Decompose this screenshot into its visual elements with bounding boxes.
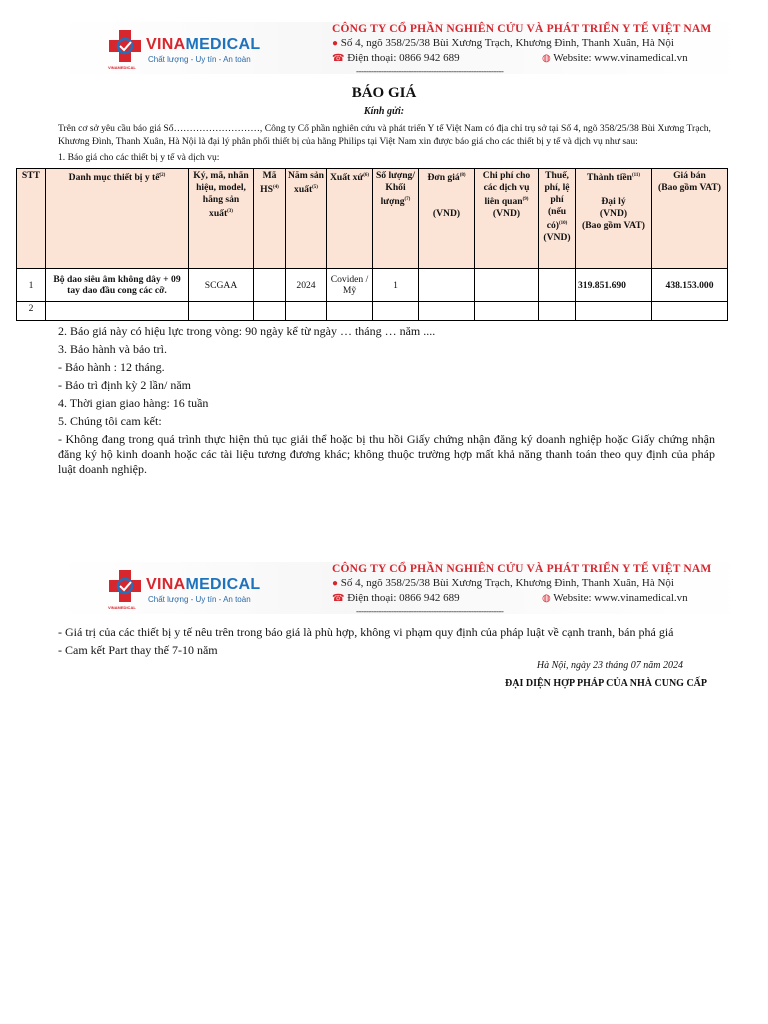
company-website[interactable]: Website: www.vinamedical.vn xyxy=(553,52,688,64)
cell-model: SCGAA xyxy=(189,269,254,302)
cell-year xyxy=(286,302,327,321)
header-tax: Thuế, phí, lệ phí (nếu có)$^{(10)}$ (VND) xyxy=(539,169,576,269)
table-row xyxy=(17,269,728,302)
cell-hs xyxy=(254,302,286,321)
warranty-line: - Bảo hành : 12 tháng. xyxy=(58,360,165,374)
company-address: Số 4, ngõ 358/25/38 Bùi Xương Trạch, Khương Đình, Thanh Xuân, Hà Nội xyxy=(340,37,674,49)
header-divider: ----------------------------------------------------------- xyxy=(356,66,504,76)
cell-unit-price xyxy=(419,302,475,321)
header-model: Ký, mã, nhãn hiệu, model, hãng sản xuất$^{(3)}$ xyxy=(189,169,254,269)
globe-icon: ◍ xyxy=(542,53,551,64)
cell-qty xyxy=(373,302,419,321)
medical-cross-icon xyxy=(108,28,142,64)
commitments-continued xyxy=(58,623,715,659)
header-category: Danh mục thiết bị y tế$^{(2)}$ xyxy=(46,169,189,269)
logo-name: VINAMEDICAL xyxy=(146,36,261,53)
company-info xyxy=(332,563,752,605)
header-year: Năm sản xuất$^{(5)}$ xyxy=(286,169,327,269)
delivery-line: 4. Thời gian giao hàng: 16 tuần xyxy=(58,396,209,410)
logo-tagline: Chất lượng - Uy tín - An toàn xyxy=(148,55,251,64)
cell-service xyxy=(475,302,539,321)
validity-line: 2. Báo giá này có hiệu lực trong vòng: 90 ngày kể từ ngày … tháng … năm .... xyxy=(58,324,436,338)
cell-service xyxy=(475,269,539,302)
cell-category: Bộ dao siêu âm không dây + 09 tay dao đầu cong các cỡ. xyxy=(46,269,189,302)
phone-icon: ☎ xyxy=(332,53,345,64)
map-pin-icon: ● xyxy=(332,578,339,589)
company-logo xyxy=(106,26,266,70)
logo-tagline: Chất lượng - Uy tín - An toàn xyxy=(148,595,251,604)
cell-total xyxy=(576,302,652,321)
company-name: CÔNG TY CỔ PHẦN NGHIÊN CỨU VÀ PHÁT TRIỂN Y TẾ VIỆT NAM xyxy=(332,563,712,575)
commit-paragraph-1: - Không đang trong quá trình thực hiện thủ tục giải thể hoặc bị thu hồi Giấy chứng nhận đăng ký doanh nghiệp hoặc Giấy chứng nhận đăng ký hộ kinh doanh hoặc các tài liệu tương đương khác; không thuộc trường hợp mất khả năng thanh toán theo quy định của pháp luật doanh nghiệp. xyxy=(58,432,715,476)
logo-small-text: VINAMEDICAL xyxy=(108,65,136,70)
cell-year: 2024 xyxy=(286,269,327,302)
commit-heading: 5. Chúng tôi cam kết: xyxy=(58,414,162,428)
header-sale: Giá bán (Bao gồm VAT) xyxy=(652,169,728,269)
commit-line-2: - Giá trị của các thiết bị y tế nêu trên trong báo giá là phù hợp, không vi phạm quy định của pháp luật về cạnh tranh, bán phá giá xyxy=(58,625,674,639)
intro-paragraph: Trên cơ sở yêu cầu báo giá Số………………………, Công ty Cổ phần nghiên cứu và phát triển Y tế Việt Nam có địa chỉ trụ sở tại Số 4, ngõ 358/25/38 Bùi Xương Trạch, Khương Đình, Thanh Xuân, Hà Nội là đại lý phân phối thiết bị của hãng Philips tại Việt Nam xin được báo giá cho các thiết bị y tế và dịch vụ như sau: xyxy=(58,123,711,147)
header-origin: Xuất xứ$^{(6)}$ xyxy=(327,169,373,269)
company-address: Số 4, ngõ 358/25/38 Bùi Xương Trạch, Khương Đình, Thanh Xuân, Hà Nội xyxy=(340,577,674,589)
table-row xyxy=(17,302,728,321)
cell-stt: 2 xyxy=(17,302,46,321)
company-website[interactable]: Website: www.vinamedical.vn xyxy=(553,592,688,604)
terms-section xyxy=(58,322,715,477)
phone-icon: ☎ xyxy=(332,593,345,604)
cell-hs xyxy=(254,269,286,302)
quote-table xyxy=(16,168,728,321)
cell-category xyxy=(46,302,189,321)
document-title: BÁO GIÁ xyxy=(351,85,417,101)
logo-name: VINAMEDICAL xyxy=(146,576,261,593)
cell-total: 319.851.690 xyxy=(576,269,652,302)
header-hs: Mã HS$^{(4)}$ xyxy=(254,169,286,269)
section-1-heading: 1. Báo giá cho các thiết bị y tế và dịch vụ: xyxy=(58,152,220,163)
header-total: Thành tiền$^{(11)}$ Đại lý (VND) (Bao gồm VAT) xyxy=(576,169,652,269)
cell-qty: 1 xyxy=(373,269,419,302)
cell-sale xyxy=(652,302,728,321)
company-phone: Điện thoại: 0866 942 689 xyxy=(347,52,460,64)
cell-tax xyxy=(539,269,576,302)
header-unit-price: Đơn giá$^{(8)}$ (VND) xyxy=(419,169,475,269)
signature-date: Hà Nội, ngày 23 tháng 07 năm 2024 xyxy=(536,660,683,671)
header-divider: ----------------------------------------------------------- xyxy=(356,606,504,616)
company-phone: Điện thoại: 0866 942 689 xyxy=(347,592,460,604)
greeting: Kính gửi: xyxy=(363,106,405,117)
cell-tax xyxy=(539,302,576,321)
maintenance-line: - Bảo trì định kỳ 2 lần/ năm xyxy=(58,378,191,392)
header-qty: Số lượng/ Khối lượng$^{(7)}$ xyxy=(373,169,419,269)
cell-sale: 438.153.000 xyxy=(652,269,728,302)
cell-stt: 1 xyxy=(17,269,46,302)
header-service: Chi phí cho các dịch vụ liên quan$^{(9)}$ (VND) xyxy=(475,169,539,269)
header-stt: STT xyxy=(17,169,46,269)
logo-small-text: VINAMEDICAL xyxy=(108,605,136,610)
company-logo xyxy=(106,566,266,610)
cell-unit-price xyxy=(419,269,475,302)
commit-line-3: - Cam kết Part thay thế 7-10 năm xyxy=(58,643,218,657)
signature-representative: ĐẠI DIỆN HỢP PHÁP CỦA NHÀ CUNG CẤP xyxy=(505,678,707,689)
warranty-heading: 3. Bảo hành và bảo trì. xyxy=(58,342,167,356)
company-info xyxy=(332,23,752,65)
map-pin-icon: ● xyxy=(332,38,339,49)
table-header-row xyxy=(17,169,728,269)
cell-model xyxy=(189,302,254,321)
globe-icon: ◍ xyxy=(542,593,551,604)
medical-cross-icon xyxy=(108,568,142,604)
cell-origin: Coviden / Mỹ xyxy=(327,269,373,302)
cell-origin xyxy=(327,302,373,321)
company-name: CÔNG TY CỔ PHẦN NGHIÊN CỨU VÀ PHÁT TRIỂN Y TẾ VIỆT NAM xyxy=(332,23,712,35)
